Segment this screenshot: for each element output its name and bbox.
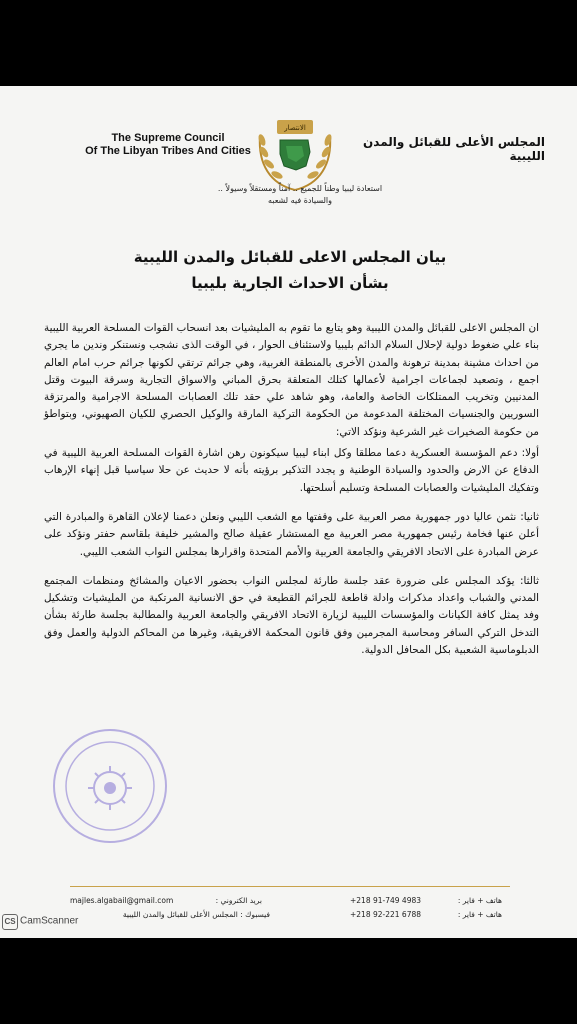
camscanner-icon: CS	[2, 914, 18, 930]
title-line1: بيان المجلس الاعلى للقبائل والمدن الليبية	[133, 248, 447, 266]
statement-title	[40, 244, 540, 296]
facebook-label: فيسبوك : المجلس الأعلى للقبائل والمدن الليبية	[122, 910, 270, 919]
slogan-line2: والسيادة فيه لشعبه	[267, 196, 332, 205]
slogan-line1: استعادة ليبيا وطناً للجميع .. آمناً ومستقلاً وسيولاً ..	[217, 184, 383, 193]
camscanner-text: CamScanner	[20, 915, 79, 927]
document-page	[0, 86, 577, 938]
official-seal-stamp	[50, 726, 170, 846]
phone-number-1: +218 91-749 4983	[350, 896, 422, 905]
statement-body	[44, 320, 539, 671]
phone-number-2: +218 92-221 6788	[350, 910, 422, 919]
slogan	[180, 183, 420, 207]
phone-label-2: هاتف + فاير :	[457, 910, 502, 919]
email-label: بريد الكتروني :	[215, 896, 262, 905]
council-name-arabic: المجلس الأعلى للقبائل والمدن الليبية	[363, 135, 545, 163]
footer-divider	[70, 886, 510, 887]
council-name-english	[78, 132, 258, 158]
point-one-paragraph: أولا: دعم المؤسسة العسكرية دعما مطلقا وكل ابناء ليبيا سيكونون رهن اشارة القوات المسلحة العربية الليبية في الدفاع عن الارض والحدود والسيادة الوطنية و يجدد التذكير برؤيته بأنه لا حديث عن حلا سياسيا قبل إنهاء الإرهاب وتفكيك المليشيات والعصابات المسلحة وتسليم أسلحتها.	[44, 447, 539, 494]
point-two-paragraph: ثانيا: نثمن عاليا دور جمهورية مصر العربية على وقفتها مع الشعب الليبي ونعلن دعمنا لإعلان القاهرة والمبادرة التي أعلن عنها فخامة رئيس جمهورية مصر العربية مع المستشار عقيلة صالح والمشير خليفة بلقاسم حفتر ونؤكد على عرض المبادرة على الاتحاد الافريقي والجامعة العربية والأمم المتحدة واقرارها بمجلس النواب الشعب الليبي.	[44, 510, 539, 558]
intro-paragraph: ان المجلس الاعلى للقبائل والمدن الليبية وهو يتابع ما تقوم به المليشيات بعد انسحاب القوات المسلحة العربية الليبية بناء علي ضغوط دولية لإحلال السلام الدائم بليبيا ولاستئناف الحوار ، في الوقت الذى نشجب ونستنكر وندين ما يجري من احداث مشينة بمدينة ترهونة والمدن الأخرى بالمنطقة الغربية، وهي جرائم ترتقي لكونها جرائم حرب امام العالم اجمع ، وتصعيد لجماعات اجرامية لأعمالها كتلك المتعلقة بحرق المباني والاسواق التجارية وسرقة البيوت وقتل المدنيين وتخريب الممتلكات الخاصة والعامة، وهو شاهد علي حقد تلك العصابات المسلحة الاجرامية والمرتزقة السوريين والجنسيات المختلفة المدعومة من الحكومة التركية المارقة والوكيل الحصري للكيان الصهيوني، وبتواطؤ من حكومة الصخيرات غير الشرعية ونؤكد الاتي:	[44, 322, 539, 438]
title-line2: بشأن الاحداث الجارية بليبيا	[191, 274, 389, 292]
camscanner-watermark	[0, 912, 120, 932]
svg-text:الانتصار: الانتصار	[284, 124, 306, 132]
english-name-line1: The Supreme Council	[111, 132, 225, 144]
english-name-line2: Of The Libyan Tribes And Cities	[85, 145, 251, 157]
point-three-paragraph: ثالثا: يؤكد المجلس على ضرورة عقد جلسة طارئة لمجلس النواب بحضور الاعيان والمشائخ ومنظمات المجتمع المدني والشباب واعداد مذكرات وادلة قاطعة للجرائم القطيعة في حق الانسانية المرتكبة من المليشيات وتشكيل وفد يمثل كافة الكيانات والمؤسسات الليبية لزيارة الاتحاد الافريقي والجامعة العربية والمطالبة بجلسة طارئة بشأن التدخل التركي السافر ومحاسبة المجرمين وفق قانون المحكمة الافريقية، وغيرها من المحاكم الدولية والعمل وفق الدبلوماسية الشعبية بكل المحافل الدولية.	[44, 574, 539, 657]
phone-label-1: هاتف + فاير :	[457, 896, 502, 905]
email-address: majles.algabail@gmail.com	[70, 896, 174, 905]
